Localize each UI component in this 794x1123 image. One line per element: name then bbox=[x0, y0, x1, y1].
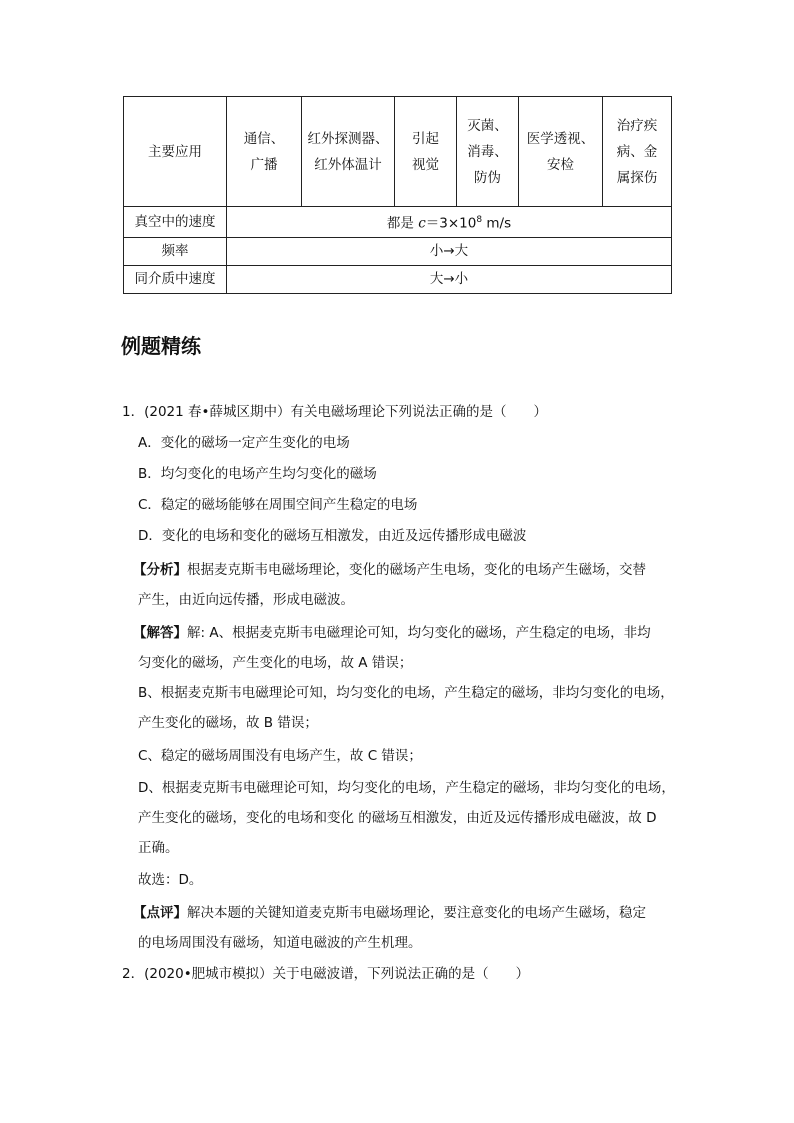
cell-medium-speed: 大→小 bbox=[227, 265, 672, 293]
question-1-option-a: A．变化的磁场一定产生变化的电场 bbox=[138, 435, 350, 451]
question-1-stem: 1．(2021 春•薛城区期中）有关电磁场理论下列说法正确的是（ ） bbox=[122, 404, 547, 420]
table-row-applications bbox=[124, 97, 672, 207]
row-header-vacuum-speed: 真空中的速度 bbox=[124, 207, 227, 238]
cell-xray-application: 医学透视、 安检 bbox=[519, 97, 603, 207]
comment-line-2: 的电场周围没有磁场，知道电磁波的产生机理。 bbox=[138, 935, 422, 951]
answer-line-3: B、根据麦克斯韦电磁理论可知，均匀变化的电场，产生稳定的磁场，非均匀变化的电场， bbox=[138, 685, 674, 701]
table-row-frequency bbox=[124, 237, 672, 265]
answer-label: 【解答】 bbox=[133, 625, 187, 641]
cell-gamma-application: 治疗疾 病、金 属探伤 bbox=[603, 97, 672, 207]
answer-line-4: 产生变化的磁场，故 B 错误； bbox=[138, 715, 318, 731]
question-1-option-d: D．变化的电场和变化的磁场互相激发，由近及远传播形成电磁波 bbox=[138, 528, 527, 544]
answer-choice: 故选：D。 bbox=[138, 872, 203, 888]
answer-line-5: C、稳定的磁场周围没有电场产生，故 C 错误； bbox=[138, 748, 422, 764]
section-title: 例题精练 bbox=[121, 334, 201, 358]
answer-line-7: 产生变化的磁场，变化的电场和变化 的磁场互相激发，由近及远传播形成电磁波，故 D bbox=[138, 810, 657, 826]
row-header-frequency: 频率 bbox=[124, 237, 227, 265]
answer-line-6: D、根据麦克斯韦电磁理论可知，均匀变化的电场，产生稳定的磁场，非均匀变化的电场， bbox=[138, 780, 675, 796]
analysis-label: 【分析】 bbox=[133, 562, 187, 578]
cell-infrared-application: 红外探测器、 红外体温计 bbox=[302, 97, 395, 207]
row-header-medium-speed: 同介质中速度 bbox=[124, 265, 227, 293]
comment-label: 【点评】 bbox=[133, 905, 187, 921]
answer-line-1 bbox=[133, 623, 651, 643]
answer-line-2: 匀变化的磁场，产生变化的电场，故 A 错误； bbox=[138, 655, 413, 671]
table-row-medium-speed bbox=[124, 265, 672, 293]
comment-line-1 bbox=[133, 903, 646, 923]
question-1-option-b: B．均匀变化的电场产生均匀变化的磁场 bbox=[138, 466, 377, 482]
question-2-stem: 2．(2020•肥城市模拟）关于电磁波谱，下列说法正确的是（ ） bbox=[122, 966, 530, 982]
analysis-line-1 bbox=[133, 560, 646, 580]
analysis-text-1: 根据麦克斯韦电磁场理论，变化的磁场产生电场，变化的电场产生磁场，交替 bbox=[187, 562, 646, 578]
cell-frequency: 小→大 bbox=[227, 237, 672, 265]
electromagnetic-spectrum-table bbox=[123, 96, 672, 294]
table-row-vacuum-speed bbox=[124, 207, 672, 238]
row-header-applications: 主要应用 bbox=[124, 97, 227, 207]
cell-visible-application: 引起 视觉 bbox=[395, 97, 457, 207]
speed-equation: ＝3×10 bbox=[425, 215, 477, 232]
cell-radio-application: 通信、 广播 bbox=[227, 97, 302, 207]
question-1-option-c: C．稳定的磁场能够在周围空间产生稳定的电场 bbox=[138, 497, 418, 513]
analysis-line-2: 产生，由近向远传播，形成电磁波。 bbox=[138, 592, 354, 608]
speed-unit: m/s bbox=[482, 215, 512, 232]
cell-vacuum-speed bbox=[227, 207, 672, 238]
answer-text-1: 解: A、根据麦克斯韦电磁理论可知，均匀变化的磁场，产生稳定的电场，非均 bbox=[187, 625, 651, 641]
comment-text-1: 解决本题的关键知道麦克斯韦电磁场理论，要注意变化的电场产生磁场，稳定 bbox=[187, 905, 646, 921]
speed-exponent: 8 bbox=[476, 215, 483, 225]
cell-ultraviolet-application: 灭菌、 消毒、 防伪 bbox=[457, 97, 519, 207]
speed-prefix: 都是 bbox=[386, 215, 419, 232]
answer-line-8: 正确。 bbox=[138, 840, 179, 856]
speed-symbol-c: c bbox=[418, 215, 426, 232]
